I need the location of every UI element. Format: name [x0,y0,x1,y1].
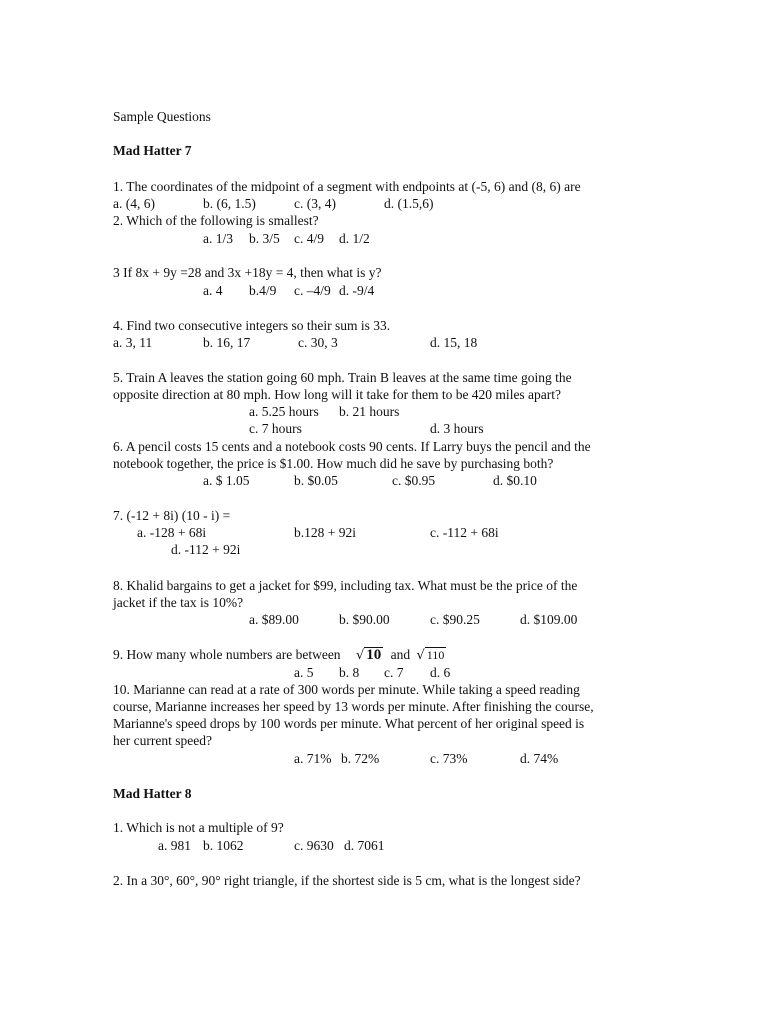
q10-option-d: d. 74% [520,751,559,766]
q1-option-a: a. (4, 6) [113,196,155,211]
square-root-110: √ 110 [416,648,445,663]
q8-option-d: d. $109.00 [520,612,578,627]
q7-option-b: b.128 + 92i [294,525,356,540]
q4-option-b: b. 16, 17 [203,335,251,350]
page-header: Sample Questions [113,109,211,124]
q8-option-b: b. $90.00 [339,612,390,627]
q8-option-c: c. $90.25 [430,612,480,627]
question-5-line-1: 5. Train A leaves the station going 60 mph. Train B leaves at the same time going the [113,370,572,385]
q1-option-b: b. (6, 1.5) [203,196,256,211]
question-3-text: 3 If 8x + 9y =28 and 3x +18y = 4, then what is y? [113,265,382,280]
q9-option-c: c. 7 [384,665,404,680]
q3-option-c: c. –4/9 [294,283,331,298]
q3-option-a: a. 4 [203,283,223,298]
question-1-text: 1. Which is not a multiple of 9? [113,820,284,835]
q2-option-b: b. 3/5 [249,231,280,246]
question-10-line-2: course, Marianne increases her speed by 13 words per minute. After finishing the course, [113,699,594,714]
question-2-text: 2. Which of the following is smallest? [113,213,319,228]
mh8-q1-option-c: c. 9630 [294,838,334,853]
question-9-and: and [390,647,411,662]
question-8-line-2: jacket if the tax is 10%? [113,595,244,610]
q10-option-a: a. 71% [294,751,332,766]
q5-option-d: d. 3 hours [430,421,484,436]
q5-option-a: a. 5.25 hours [249,404,319,419]
question-1-text: 1. The coordinates of the midpoint of a segment with endpoints at (-5, 6) and (8, 6) are [113,179,581,194]
q8-option-a: a. $89.00 [249,612,299,627]
q2-option-d: d. 1/2 [339,231,370,246]
q5-option-c: c. 7 hours [249,421,302,436]
q6-option-c: c. $0.95 [392,473,436,488]
q6-option-b: b. $0.05 [294,473,338,488]
mh8-q1-option-d: d. 7061 [344,838,385,853]
radical-icon: √ [416,648,425,663]
q4-option-a: a. 3, 11 [113,335,153,350]
question-8-line-1: 8. Khalid bargains to get a jacket for $99, including tax. What must be the price of the [113,578,578,593]
section-title: Mad Hatter 8 [113,786,192,801]
section-title: Mad Hatter 7 [113,143,192,158]
q10-option-c: c. 73% [430,751,468,766]
q5-option-b: b. 21 hours [339,404,400,419]
question-9-text: 9. How many whole numbers are between [113,647,341,662]
q7-option-c: c. -112 + 68i [430,525,499,540]
q2-option-c: c. 4/9 [294,231,324,246]
q7-option-a: a. -128 + 68i [137,525,207,540]
question-6-line-2: notebook together, the price is $1.00. How much did he save by purchasing both? [113,456,554,471]
question-6-line-1: 6. A pencil costs 15 cents and a notebook costs 90 cents. If Larry buys the pencil and the [113,439,591,454]
square-root-10: √ 10 [355,647,382,663]
mh8-q1-option-b: b. 1062 [203,838,244,853]
question-10-line-3: Marianne's speed drops by 100 words per minute. What percent of her original speed is [113,716,585,731]
question-5-line-2: opposite direction at 80 mph. How long will it take for them to be 420 miles apart? [113,387,562,402]
question-4-text: 4. Find two consecutive integers so their sum is 33. [113,318,391,333]
q6-option-d: d. $0.10 [493,473,537,488]
q6-option-a: a. $ 1.05 [203,473,250,488]
q9-option-d: d. 6 [430,665,451,680]
question-10-line-4: her current speed? [113,733,212,748]
q4-option-d: d. 15, 18 [430,335,478,350]
q1-option-d: d. (1.5,6) [384,196,434,211]
question-10-line-1: 10. Marianne can read at a rate of 300 words per minute. While taking a speed reading [113,682,580,697]
question-9-line [113,646,446,664]
q9-option-a: a. 5 [294,665,314,680]
q1-option-c: c. (3, 4) [294,196,336,211]
question-7-text: 7. (-12 + 8i) (10 - i) = [113,508,231,523]
q9-option-b: b. 8 [339,665,360,680]
mh8-q1-option-a: a. 981 [158,838,191,853]
question-2-text: 2. In a 30°, 60°, 90° right triangle, if the shortest side is 5 cm, what is the longest side? [113,873,581,888]
q4-option-c: c. 30, 3 [298,335,338,350]
radical-icon: √ [355,648,365,663]
q3-option-b: b.4/9 [249,283,277,298]
q10-option-b: b. 72% [341,751,380,766]
q2-option-a: a. 1/3 [203,231,233,246]
q3-option-d: d. -9/4 [339,283,375,298]
q7-option-d: d. -112 + 92i [171,542,241,557]
